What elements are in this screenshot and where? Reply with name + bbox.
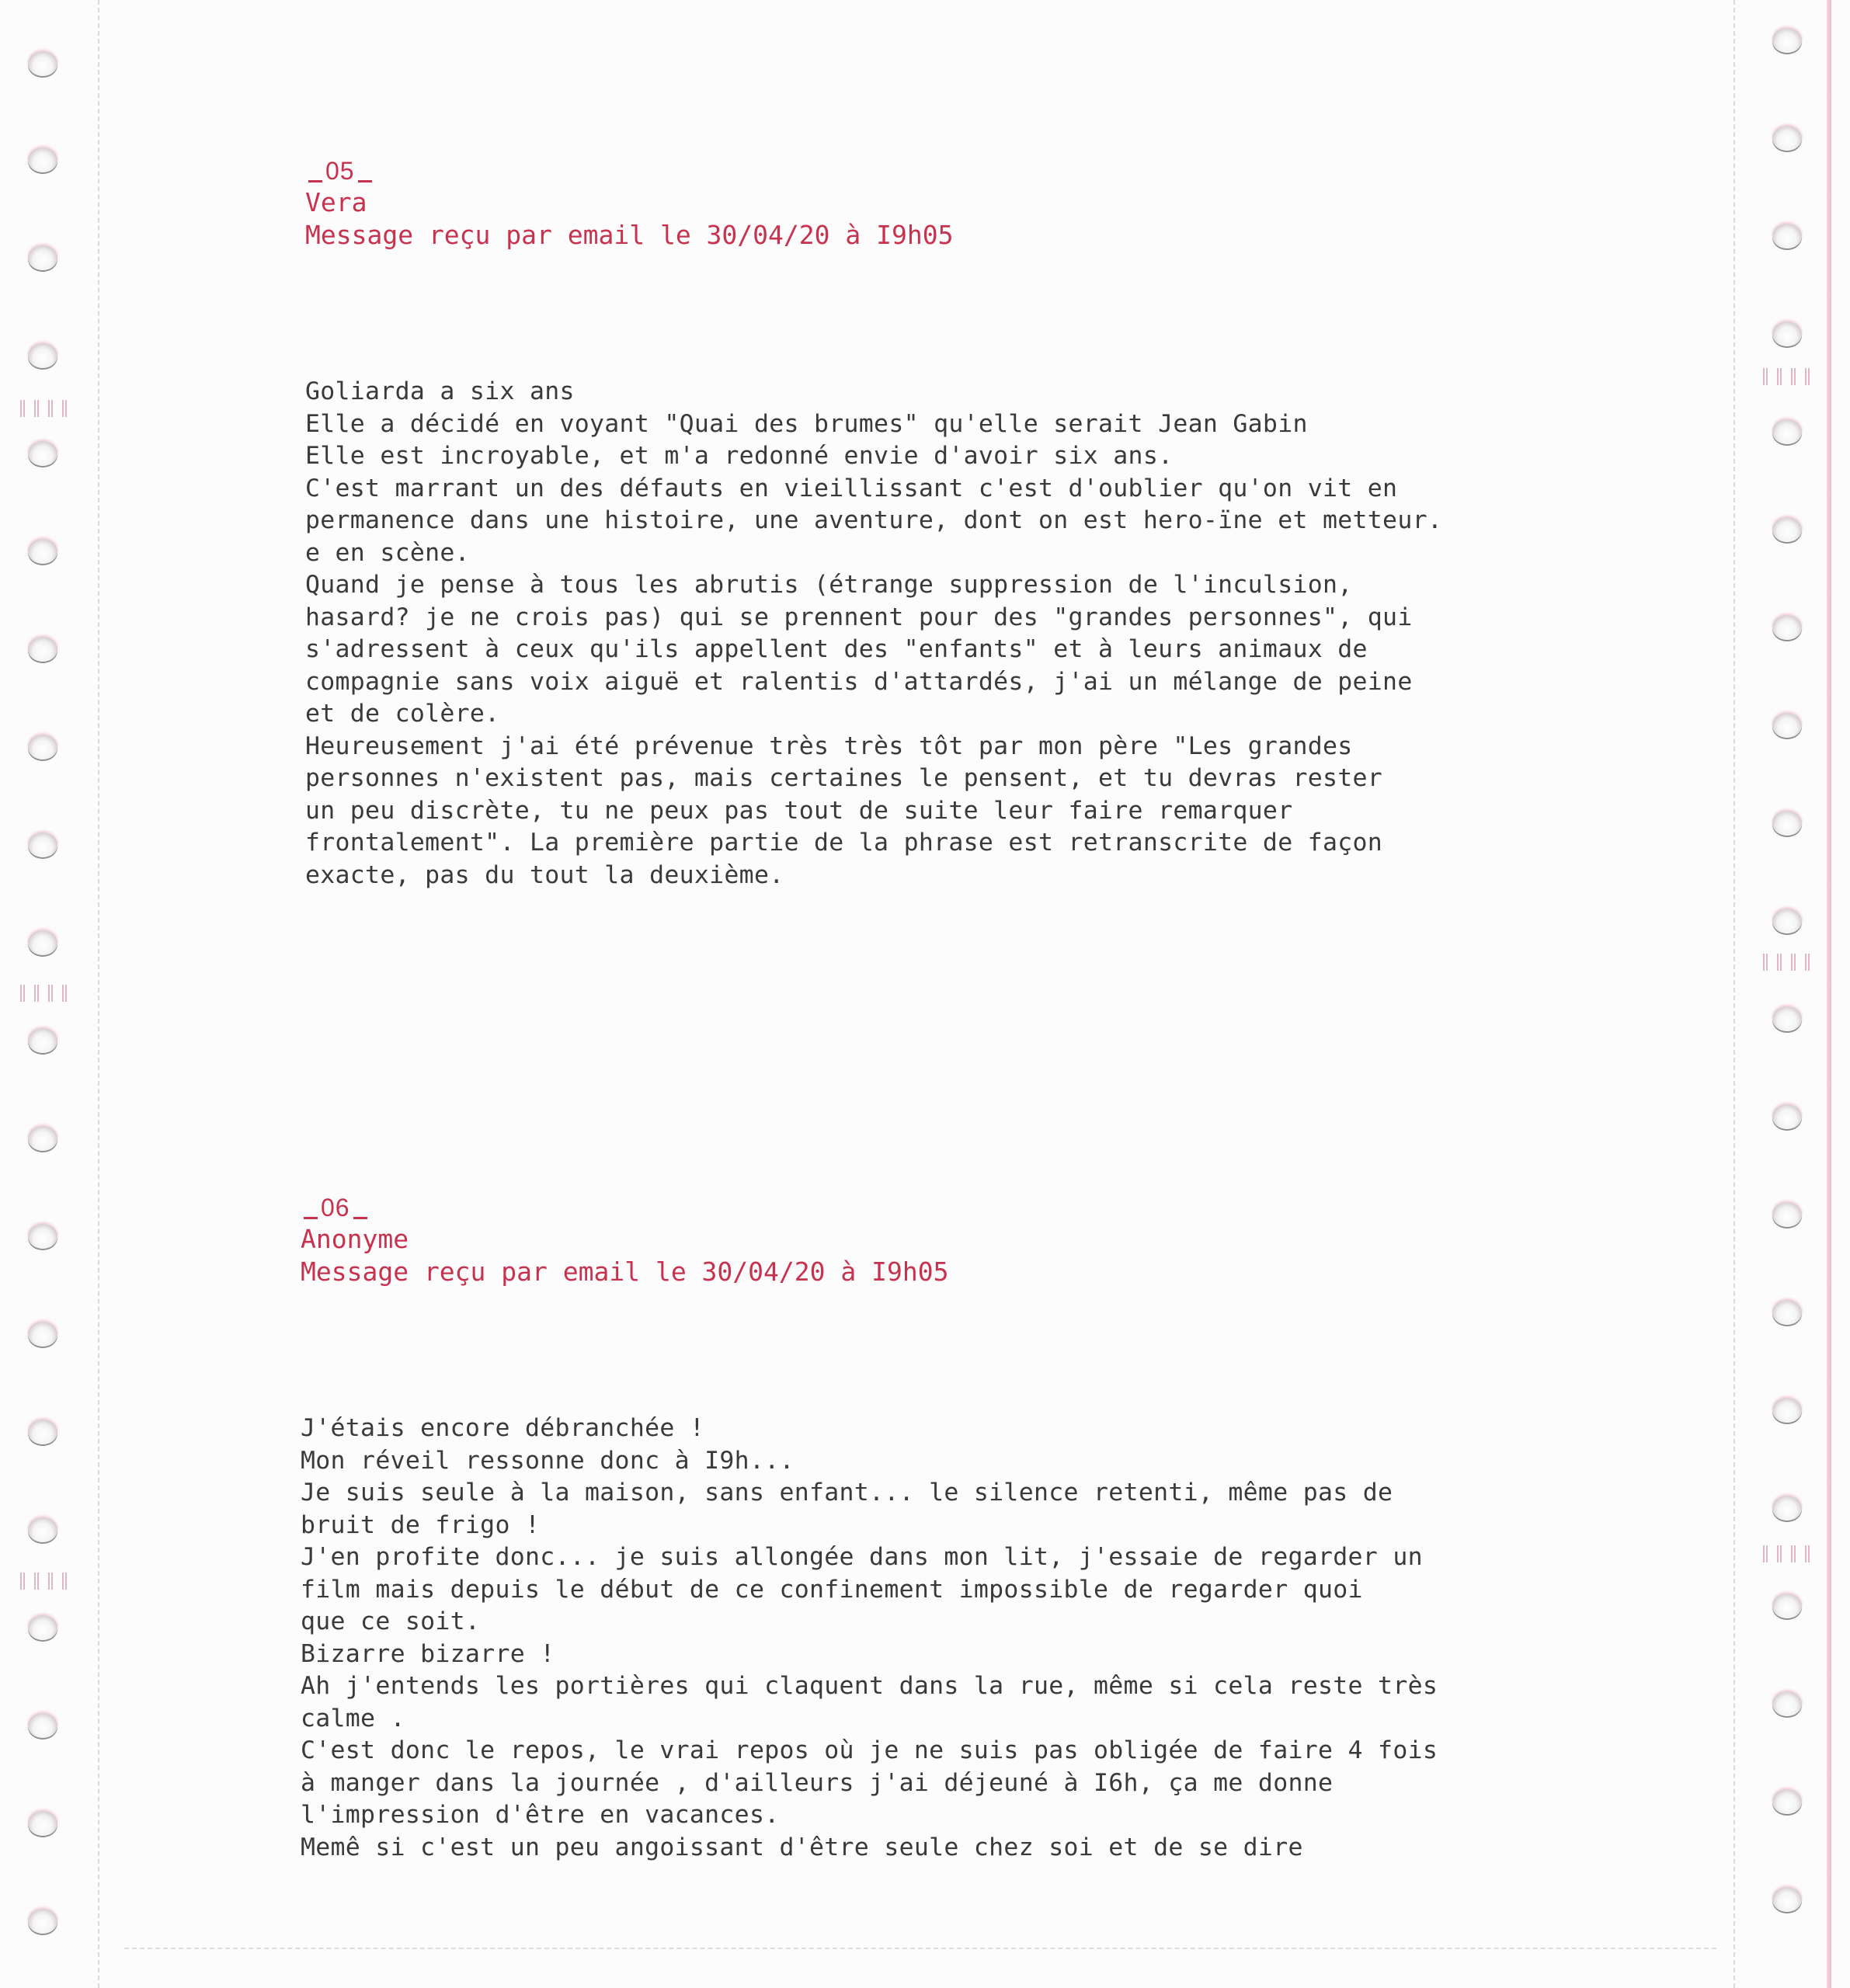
perforation-hole [1772,321,1802,346]
perforation-tear-mark [1791,1545,1797,1562]
perforation-hole [28,245,57,270]
perforation-hole [1772,1496,1802,1521]
perforation-tear-mark [1791,368,1797,385]
perforation-hole [1772,1300,1802,1325]
body-line: Quand je pense à tous les abrutis (étrange suppression de l'inculsion, [305,571,1353,599]
left-perforation-strip [0,0,93,1988]
body-line: Elle a décidé en voyant "Quai des brumes" qu'elle serait Jean Gabin [305,409,1308,438]
perforation-hole [28,735,57,759]
perforation-hole [28,441,57,466]
perforation-hole [1772,1398,1802,1423]
perforation-tear-mark [34,1573,40,1590]
perforation-hole [28,1322,57,1347]
number-underline [304,1217,318,1219]
body-line: J'étais encore débranchée ! [301,1414,705,1442]
right-perforation-strip [1740,0,1833,1988]
perforation-tear-mark [1777,954,1783,971]
message-05 [305,155,1626,891]
perforation-hole [1772,517,1802,542]
perforation-hole [28,637,57,662]
body-line: compagnie sans voix aiguë et ralentis d'attardés, j'ai un mélange de peine [305,667,1413,696]
paper-edge [1827,0,1831,1988]
perforation-tear-mark [1777,1545,1783,1562]
body-line: et de colère. [305,700,500,728]
perforation-tear-mark [34,400,40,417]
perforation-hole [28,1224,57,1249]
message-author: Vera [305,187,367,217]
body-line: l'impression d'être en vacances. [301,1801,780,1829]
perforation-tear-mark [1763,368,1769,385]
message-06 [301,1192,1621,1864]
perforation-hole [1772,713,1802,738]
perforation-hole [28,1420,57,1444]
perforation-tear-mark [1777,368,1783,385]
body-line: C'est donc le repos, le vrai repos où je ne suis pas obligée de faire 4 fois [301,1736,1438,1764]
perforation-hole [28,832,57,857]
message-meta: Message reçu par email le 30/04/20 à I9h05 [301,1256,949,1287]
perforation-hole [28,1028,57,1053]
perforation-tear-mark [1805,368,1811,385]
perforation-hole [1772,1789,1802,1814]
perforation-tear-mark [1805,954,1811,971]
perforation-hole [1772,1006,1802,1031]
message-number-text: 06 [321,1194,350,1222]
perforation-hole [1772,811,1802,836]
body-line: Goliarda a six ans [305,377,575,405]
perforation-tear-mark [1805,1545,1811,1562]
perforation-tear-mark [20,985,26,1002]
message-number-text: 05 [325,157,355,185]
perforation-tear-mark [1763,954,1769,971]
body-line: Mon réveil ressonne donc à I9h... [301,1446,795,1475]
perforation-tear-mark [48,985,54,1002]
message-number [301,1192,370,1223]
body-line: calme . [301,1704,405,1733]
body-line: e en scène. [305,538,470,567]
number-underline [358,180,372,182]
body-line: J'en profite donc... je suis allongée dans mon lit, j'essaie de regarder un [301,1543,1423,1571]
perforation-hole [1772,1104,1802,1129]
perforation-hole [28,1713,57,1738]
body-line: C'est marrant un des défauts en vieillissant c'est d'oublier qu'on vit en [305,474,1398,502]
perforation-hole [1772,126,1802,151]
body-line: frontalement". La première partie de la phrase est retranscrite de façon [305,829,1383,857]
message-author: Anonyme [301,1224,409,1254]
body-line: exacte, pas du tout la deuxième. [305,860,784,889]
perforation-hole [1772,419,1802,444]
perforation-hole [28,1615,57,1640]
body-line: que ce soit. [301,1607,481,1635]
perforation-hole [28,343,57,368]
perforation-tear-mark [62,400,68,417]
body-line: Ah j'entends les portières qui claquent dans la rue, même si cela reste très [301,1672,1438,1700]
perforation-hole [28,1909,57,1934]
body-line: Bizarre bizarre ! [301,1639,555,1668]
perforation-tear-mark [20,400,26,417]
body-line: permanence dans une histoire, une aventure, dont on est hero-ïne et metteur. [305,506,1443,534]
perforation-tear-mark [48,400,54,417]
body-line: film mais depuis le début de ce confinement impossible de regarder quoi [301,1575,1363,1604]
body-line: personnes n'existent pas, mais certaines le pensent, et tu devras rester [305,764,1383,792]
perforation-hole [28,539,57,564]
perforation-hole [28,930,57,955]
body-line: Je suis seule à la maison, sans enfant... le silence retenti, même pas de [301,1479,1393,1507]
body-line: s'adressent à ceux qu'ils appellent des "enfants" et à leurs animaux de [305,635,1368,663]
body-line: un peu discrète, tu ne peux pas tout de suite leur faire remarquer [305,796,1293,825]
message-body [305,376,1626,891]
perforation-tear-mark [1791,954,1797,971]
message-number [305,155,375,186]
number-underline [308,180,322,182]
right-fold-line [1734,0,1735,1988]
message-body [301,1413,1621,1864]
perforation-tear-mark [62,1573,68,1590]
perforation-hole [1772,909,1802,933]
perforation-hole [28,148,57,172]
perforation-hole [28,1811,57,1836]
body-line: hasard? je ne crois pas) qui se prennent pour des "grandes personnes", qui [305,603,1413,631]
perforation-hole [1772,1887,1802,1912]
perforation-hole [1772,224,1802,248]
message-meta: Message reçu par email le 30/04/20 à I9h05 [305,220,954,250]
perforation-tear-mark [62,985,68,1002]
perforation-tear-mark [20,1573,26,1590]
number-underline [353,1217,367,1219]
perforation-hole [1772,1594,1802,1618]
perforation-hole [28,51,57,76]
body-line: Heureusement j'ai été prévenue très très tôt par mon père "Les grandes [305,732,1353,760]
bottom-tear-line [124,1948,1716,1949]
perforation-tear-mark [34,985,40,1002]
perforation-tear-mark [1763,1545,1769,1562]
perforation-tear-mark [48,1573,54,1590]
left-fold-line [98,0,99,1988]
perforation-hole [1772,28,1802,53]
body-line: Memê si c'est un peu angoissant d'être seule chez soi et de se dire [301,1833,1303,1861]
perforation-hole [1772,615,1802,640]
body-line: bruit de frigo ! [301,1510,541,1539]
perforation-hole [28,1517,57,1542]
body-line: Elle est incroyable, et m'a redonné envie d'avoir six ans. [305,442,1174,470]
body-line: à manger dans la journée , d'ailleurs j'ai déjeuné à I6h, ça me donne [301,1768,1334,1797]
perforation-hole [28,1126,57,1151]
perforation-hole [1772,1691,1802,1716]
perforation-hole [1772,1202,1802,1227]
